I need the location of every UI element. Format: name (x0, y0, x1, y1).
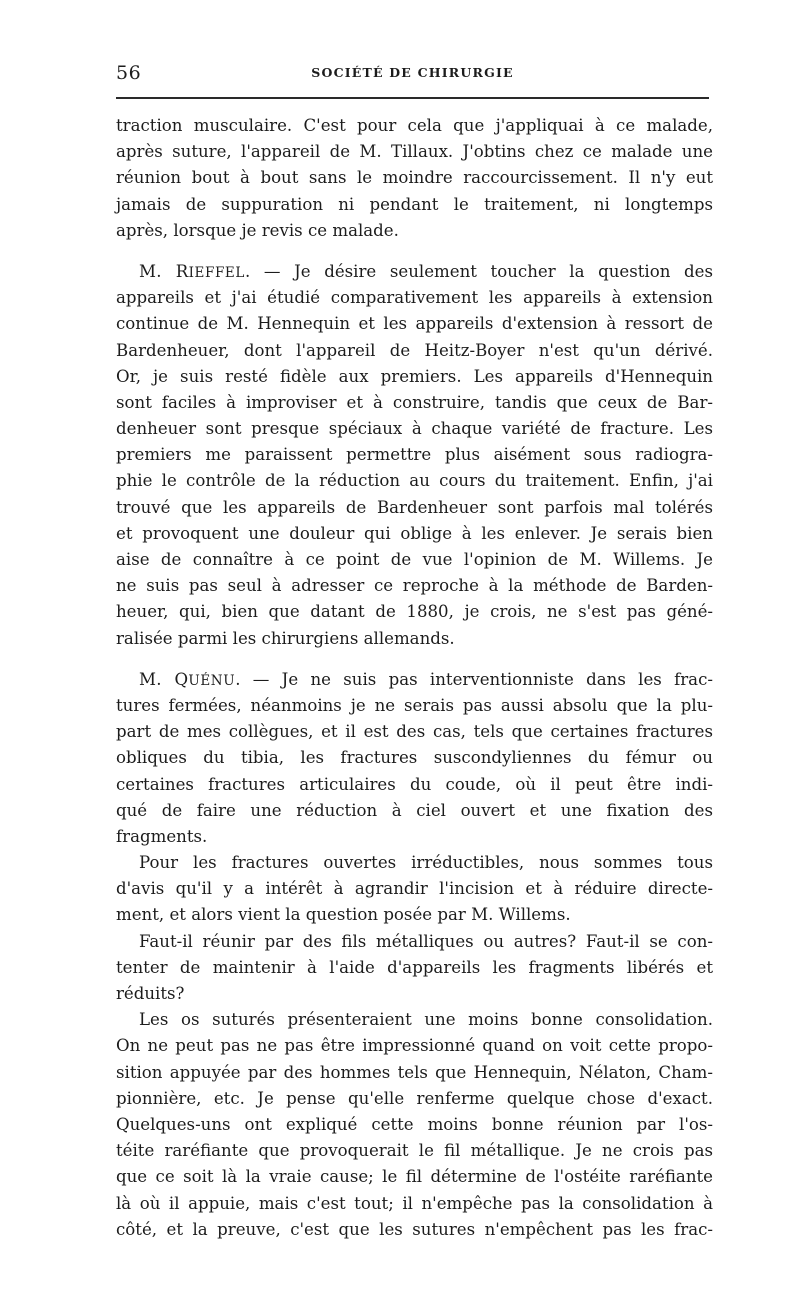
text-line: après, lorsque je revis ce malade. (116, 220, 399, 240)
paragraph-rieffel (116, 259, 713, 652)
text-line: trouvé que les appareils de Bardenheuer sont parfois mal tolérés (116, 497, 713, 517)
text-line: Or, je suis resté fidèle aux premiers. Les appareils d'Hennequin (116, 366, 713, 386)
text-line: Les os suturés présenteraient une moins bonne consolidation. (139, 1010, 713, 1030)
text-line: denheuer sont presque spéciaux à chaque variété de fracture. Les (116, 419, 713, 439)
text-line: réunion bout à bout sans le moindre raccourcissement. Il n'y eut (116, 168, 713, 188)
text-line: téite raréfiante que provoquerait le fil métallique. Je ne crois pas (116, 1141, 713, 1161)
header-rule (116, 97, 709, 99)
text-line: phie le contrôle de la réduction au cours du traitement. Enfin, j'ai (116, 471, 713, 491)
text-line: heuer, qui, bien que datant de 1880, je crois, ne s'est pas géné- (116, 602, 713, 622)
text-line: pionnière, etc. Je pense qu'elle renferme quelque chose d'exact. (116, 1088, 713, 1108)
text-line: appareils et j'ai étudié comparativement les appareils à extension (116, 288, 713, 308)
text-line: ralisée parmi les chirurgiens allemands. (116, 628, 455, 648)
text-line: sont faciles à improviser et à construire, tandis que ceux de Bar- (116, 392, 713, 412)
text-line: Faut-il réunir par des fils métalliques ou autres? Faut-il se con- (139, 931, 713, 951)
running-title: SOCIÉTÉ DE CHIRURGIE (311, 65, 514, 80)
text-line: premiers me paraissent permettre plus aisément sous radiogra- (116, 445, 713, 465)
text-line: Quelques-uns ont expliqué cette moins bonne réunion par l'os- (116, 1114, 713, 1134)
paragraph-tillaux-case (116, 113, 713, 244)
text-line: On ne peut pas ne pas être impressionné quand on voit cette propo- (116, 1036, 713, 1056)
text-line: jamais de suppuration ni pendant le traitement, ni longtemps (116, 194, 713, 214)
paragraph-sutured-bones (116, 1007, 713, 1243)
speaker-quenu: M. QUÉNU (139, 669, 236, 689)
text-line: côté, et la preuve, c'est que les sutures n'empêchent pas les frac- (116, 1219, 713, 1239)
text-line: là où il appuie, mais c'est tout; il n'empêche pas la consolidation à (116, 1193, 713, 1213)
text-line: aise de connaître à ce point de vue l'opinion de M. Willems. Je (116, 550, 713, 569)
body-text (116, 113, 713, 1243)
text-line: part de mes collègues, et il est des cas, tels que certaines fractures (116, 722, 713, 742)
page-number: 56 (116, 62, 142, 84)
text-line: ment, et alors vient la question posée par M. Willems. (116, 905, 571, 925)
paragraph-gap (116, 244, 713, 259)
paragraph-quenu (116, 667, 713, 850)
text-line: d'avis qu'il y a intérêt à agrandir l'incision et à réduire directe- (116, 879, 713, 899)
paragraph-open-fractures (116, 850, 713, 929)
text-line: tures fermées, néanmoins je ne serais pas aussi absolu que la plu- (116, 695, 713, 715)
running-head (116, 62, 709, 86)
text-line: Bardenheuer, dont l'appareil de Heitz-Boyer n'est qu'un dérivé. (116, 340, 713, 360)
text-line: Pour les fractures ouvertes irréductibles, nous sommes tous (139, 853, 713, 873)
text-line: sition appuyée par des hommes tels que Hennequin, Nélaton, Cham- (116, 1062, 713, 1082)
text-line: qué de faire une réduction à ciel ouvert et une fixation des (116, 800, 713, 820)
speaker-line: M. QUÉNU. — Je ne suis pas interventionniste dans les frac- (139, 669, 713, 689)
text-line: après suture, l'appareil de M. Tillaux. J'obtins chez ce malade une (116, 142, 713, 162)
text-line: obliques du tibia, les fractures suscondyliennes du fémur ou (116, 748, 713, 768)
text-line: réduits? (116, 984, 185, 1003)
paragraph-gap (116, 652, 713, 667)
text-line: tenter de maintenir à l'aide d'appareils les fragments libérés et (116, 957, 713, 977)
text-line: continue de M. Hennequin et les appareils d'extension à ressort de (116, 314, 713, 334)
text-line: certaines fractures articulaires du coude, où il peut être indi- (116, 774, 713, 794)
text-line: traction musculaire. C'est pour cela que j'appliquai à ce malade, (116, 116, 713, 135)
speaker-line: M. RIEFFEL. — Je désire seulement toucher la question des (139, 261, 714, 281)
speaker-rieffel: M. RIEFFEL (139, 261, 245, 281)
text-line: fragments. (116, 826, 208, 846)
text-line: et provoquent une douleur qui oblige à les enlever. Je serais bien (116, 523, 713, 543)
paragraph-question (116, 929, 713, 1008)
text-line: que ce soit là la vraie cause; le fil détermine de l'ostéite raréfiante (116, 1167, 713, 1187)
text-line: ne suis pas seul à adresser ce reproche à la méthode de Barden- (116, 576, 713, 596)
